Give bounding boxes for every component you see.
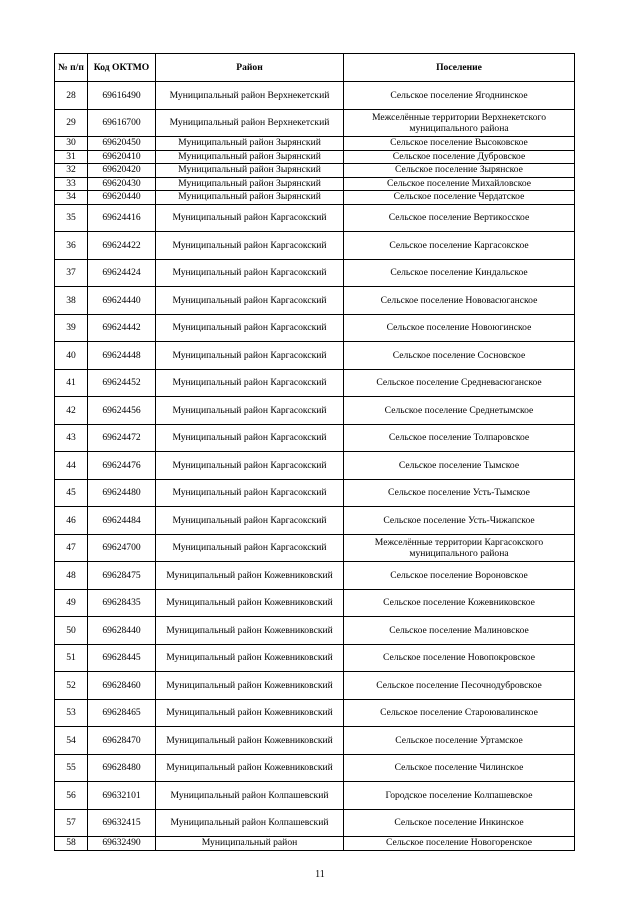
- cell-code: 69620420: [88, 164, 156, 178]
- table-row: [55, 617, 575, 645]
- cell-num: 40: [55, 342, 88, 370]
- cell-num: 52: [55, 672, 88, 700]
- cell-num: 28: [55, 82, 88, 110]
- cell-num: 34: [55, 191, 88, 205]
- table-row: [55, 782, 575, 810]
- header-num: № п/п: [55, 54, 88, 82]
- cell-district: Муниципальный район Каргасокский: [156, 397, 344, 425]
- cell-code: 69628475: [88, 562, 156, 590]
- cell-code: 69628465: [88, 699, 156, 727]
- cell-num: 46: [55, 507, 88, 535]
- cell-district: Муниципальный район Каргасокский: [156, 204, 344, 232]
- cell-num: 35: [55, 204, 88, 232]
- cell-code: 69616700: [88, 109, 156, 137]
- cell-district: Муниципальный район Кожевниковский: [156, 589, 344, 617]
- cell-code: 69624424: [88, 259, 156, 287]
- cell-code: 69620440: [88, 191, 156, 205]
- cell-settlement: Сельское поселение Малиновское: [344, 617, 575, 645]
- cell-code: 69628445: [88, 644, 156, 672]
- cell-settlement: Сельское поселение Среднетымское: [344, 397, 575, 425]
- table-row: [55, 177, 575, 191]
- cell-code: 69624416: [88, 204, 156, 232]
- cell-settlement: Сельское поселение Ягоднинское: [344, 82, 575, 110]
- cell-code: 69632101: [88, 782, 156, 810]
- table-body: [55, 82, 575, 851]
- table-header-row: [55, 54, 575, 82]
- cell-code: 69628460: [88, 672, 156, 700]
- cell-settlement: Сельское поселение Усть-Чижапское: [344, 507, 575, 535]
- cell-num: 55: [55, 754, 88, 782]
- cell-code: 69624440: [88, 287, 156, 315]
- cell-settlement: Сельское поселение Зырянское: [344, 164, 575, 178]
- cell-settlement: Сельское поселение Нововасюганское: [344, 287, 575, 315]
- cell-settlement: Сельское поселение Чердатское: [344, 191, 575, 205]
- cell-num: 37: [55, 259, 88, 287]
- cell-district: Муниципальный район Каргасокский: [156, 424, 344, 452]
- settlements-table: [54, 53, 575, 851]
- table-row: [55, 589, 575, 617]
- cell-district: Муниципальный район Зырянский: [156, 137, 344, 151]
- cell-settlement: Сельское поселение Инкинское: [344, 809, 575, 837]
- cell-num: 51: [55, 644, 88, 672]
- cell-district: Муниципальный район Зырянский: [156, 191, 344, 205]
- cell-code: 69620410: [88, 150, 156, 164]
- cell-num: 49: [55, 589, 88, 617]
- table-row: [55, 150, 575, 164]
- table-row: [55, 342, 575, 370]
- table-row: [55, 699, 575, 727]
- cell-settlement: Сельское поселение Кожевниковское: [344, 589, 575, 617]
- cell-code: 69624700: [88, 534, 156, 562]
- cell-num: 39: [55, 314, 88, 342]
- cell-code: 69624476: [88, 452, 156, 480]
- cell-district: Муниципальный район Кожевниковский: [156, 562, 344, 590]
- cell-num: 48: [55, 562, 88, 590]
- cell-district: Муниципальный район Кожевниковский: [156, 727, 344, 755]
- table-row: [55, 507, 575, 535]
- cell-settlement: Сельское поселение Высоковское: [344, 137, 575, 151]
- table-row: [55, 672, 575, 700]
- cell-settlement: Сельское поселение Тымское: [344, 452, 575, 480]
- header-code: Код ОКТМО: [88, 54, 156, 82]
- table-row: [55, 369, 575, 397]
- cell-settlement: Сельское поселение Каргасокское: [344, 232, 575, 260]
- page-number: 11: [315, 869, 325, 880]
- cell-district: Муниципальный район Каргасокский: [156, 534, 344, 562]
- cell-settlement: Сельское поселение Новогоренское: [344, 837, 575, 851]
- cell-district: Муниципальный район Каргасокский: [156, 369, 344, 397]
- document-page: [54, 53, 574, 851]
- cell-num: 43: [55, 424, 88, 452]
- table-row: [55, 452, 575, 480]
- cell-district: Муниципальный район Кожевниковский: [156, 617, 344, 645]
- cell-code: 69620430: [88, 177, 156, 191]
- table-row: [55, 397, 575, 425]
- table-row: [55, 287, 575, 315]
- cell-settlement: Сельское поселение Староювалинское: [344, 699, 575, 727]
- table-row: [55, 837, 575, 851]
- cell-settlement: Сельское поселение Сосновское: [344, 342, 575, 370]
- cell-settlement: Городское поселение Колпашевское: [344, 782, 575, 810]
- cell-district: Муниципальный район Каргасокский: [156, 452, 344, 480]
- cell-district: Муниципальный район Зырянский: [156, 150, 344, 164]
- cell-num: 47: [55, 534, 88, 562]
- cell-num: 38: [55, 287, 88, 315]
- cell-district: Муниципальный район Колпашевский: [156, 782, 344, 810]
- cell-district: Муниципальный район Кожевниковский: [156, 754, 344, 782]
- cell-district: Муниципальный район Кожевниковский: [156, 699, 344, 727]
- cell-num: 57: [55, 809, 88, 837]
- table-row: [55, 137, 575, 151]
- cell-code: 69628440: [88, 617, 156, 645]
- cell-num: 30: [55, 137, 88, 151]
- cell-code: 69616490: [88, 82, 156, 110]
- table-row: [55, 259, 575, 287]
- cell-code: 69620450: [88, 137, 156, 151]
- cell-num: 50: [55, 617, 88, 645]
- cell-code: 69624442: [88, 314, 156, 342]
- table-row: [55, 534, 575, 562]
- cell-num: 41: [55, 369, 88, 397]
- cell-code: 69628470: [88, 727, 156, 755]
- cell-district: Муниципальный район: [156, 837, 344, 851]
- cell-district: Муниципальный район Кожевниковский: [156, 672, 344, 700]
- cell-settlement: Межселённые территории Верхнекетского муниципального района: [344, 109, 575, 137]
- cell-district: Муниципальный район Каргасокский: [156, 314, 344, 342]
- table-row: [55, 164, 575, 178]
- cell-num: 33: [55, 177, 88, 191]
- cell-district: Муниципальный район Каргасокский: [156, 479, 344, 507]
- cell-district: Муниципальный район Зырянский: [156, 164, 344, 178]
- cell-code: 69624480: [88, 479, 156, 507]
- header-district: Район: [156, 54, 344, 82]
- cell-num: 54: [55, 727, 88, 755]
- cell-settlement: Сельское поселение Михайловское: [344, 177, 575, 191]
- cell-district: Муниципальный район Каргасокский: [156, 287, 344, 315]
- cell-num: 32: [55, 164, 88, 178]
- cell-settlement: Сельское поселение Вертикосское: [344, 204, 575, 232]
- cell-district: Муниципальный район Верхнекетский: [156, 109, 344, 137]
- cell-district: Муниципальный район Кожевниковский: [156, 644, 344, 672]
- cell-num: 44: [55, 452, 88, 480]
- cell-settlement: Сельское поселение Средневасюганское: [344, 369, 575, 397]
- cell-num: 36: [55, 232, 88, 260]
- table-row: [55, 644, 575, 672]
- cell-settlement: Сельское поселение Вороновское: [344, 562, 575, 590]
- cell-district: Муниципальный район Каргасокский: [156, 507, 344, 535]
- table-row: [55, 232, 575, 260]
- cell-code: 69624448: [88, 342, 156, 370]
- cell-num: 53: [55, 699, 88, 727]
- table-row: [55, 191, 575, 205]
- cell-district: Муниципальный район Каргасокский: [156, 259, 344, 287]
- table-row: [55, 562, 575, 590]
- cell-code: 69624484: [88, 507, 156, 535]
- table-row: [55, 479, 575, 507]
- table-row: [55, 424, 575, 452]
- cell-num: 56: [55, 782, 88, 810]
- cell-code: 69628435: [88, 589, 156, 617]
- cell-num: 29: [55, 109, 88, 137]
- cell-code: 69624452: [88, 369, 156, 397]
- cell-settlement: Межселённые территории Каргасокского муниципального района: [344, 534, 575, 562]
- cell-num: 31: [55, 150, 88, 164]
- cell-district: Муниципальный район Колпашевский: [156, 809, 344, 837]
- cell-settlement: Сельское поселение Толпаровское: [344, 424, 575, 452]
- cell-settlement: Сельское поселение Новопокровское: [344, 644, 575, 672]
- table-row: [55, 109, 575, 137]
- cell-settlement: Сельское поселение Дубровское: [344, 150, 575, 164]
- cell-code: 69624456: [88, 397, 156, 425]
- cell-num: 42: [55, 397, 88, 425]
- header-settlement: Поселение: [344, 54, 575, 82]
- cell-district: Муниципальный район Каргасокский: [156, 342, 344, 370]
- cell-district: Муниципальный район Каргасокский: [156, 232, 344, 260]
- cell-code: 69624472: [88, 424, 156, 452]
- cell-code: 69632490: [88, 837, 156, 851]
- cell-settlement: Сельское поселение Киндальское: [344, 259, 575, 287]
- table-row: [55, 809, 575, 837]
- cell-num: 58: [55, 837, 88, 851]
- table-row: [55, 314, 575, 342]
- cell-code: 69624422: [88, 232, 156, 260]
- cell-code: 69628480: [88, 754, 156, 782]
- table-row: [55, 204, 575, 232]
- cell-settlement: Сельское поселение Новоюгинское: [344, 314, 575, 342]
- cell-settlement: Сельское поселение Уртамское: [344, 727, 575, 755]
- cell-num: 45: [55, 479, 88, 507]
- cell-district: Муниципальный район Зырянский: [156, 177, 344, 191]
- cell-settlement: Сельское поселение Чилинское: [344, 754, 575, 782]
- table-row: [55, 82, 575, 110]
- cell-settlement: Сельское поселение Усть-Тымское: [344, 479, 575, 507]
- cell-code: 69632415: [88, 809, 156, 837]
- cell-settlement: Сельское поселение Песочнодубровское: [344, 672, 575, 700]
- table-row: [55, 754, 575, 782]
- cell-district: Муниципальный район Верхнекетский: [156, 82, 344, 110]
- table-row: [55, 727, 575, 755]
